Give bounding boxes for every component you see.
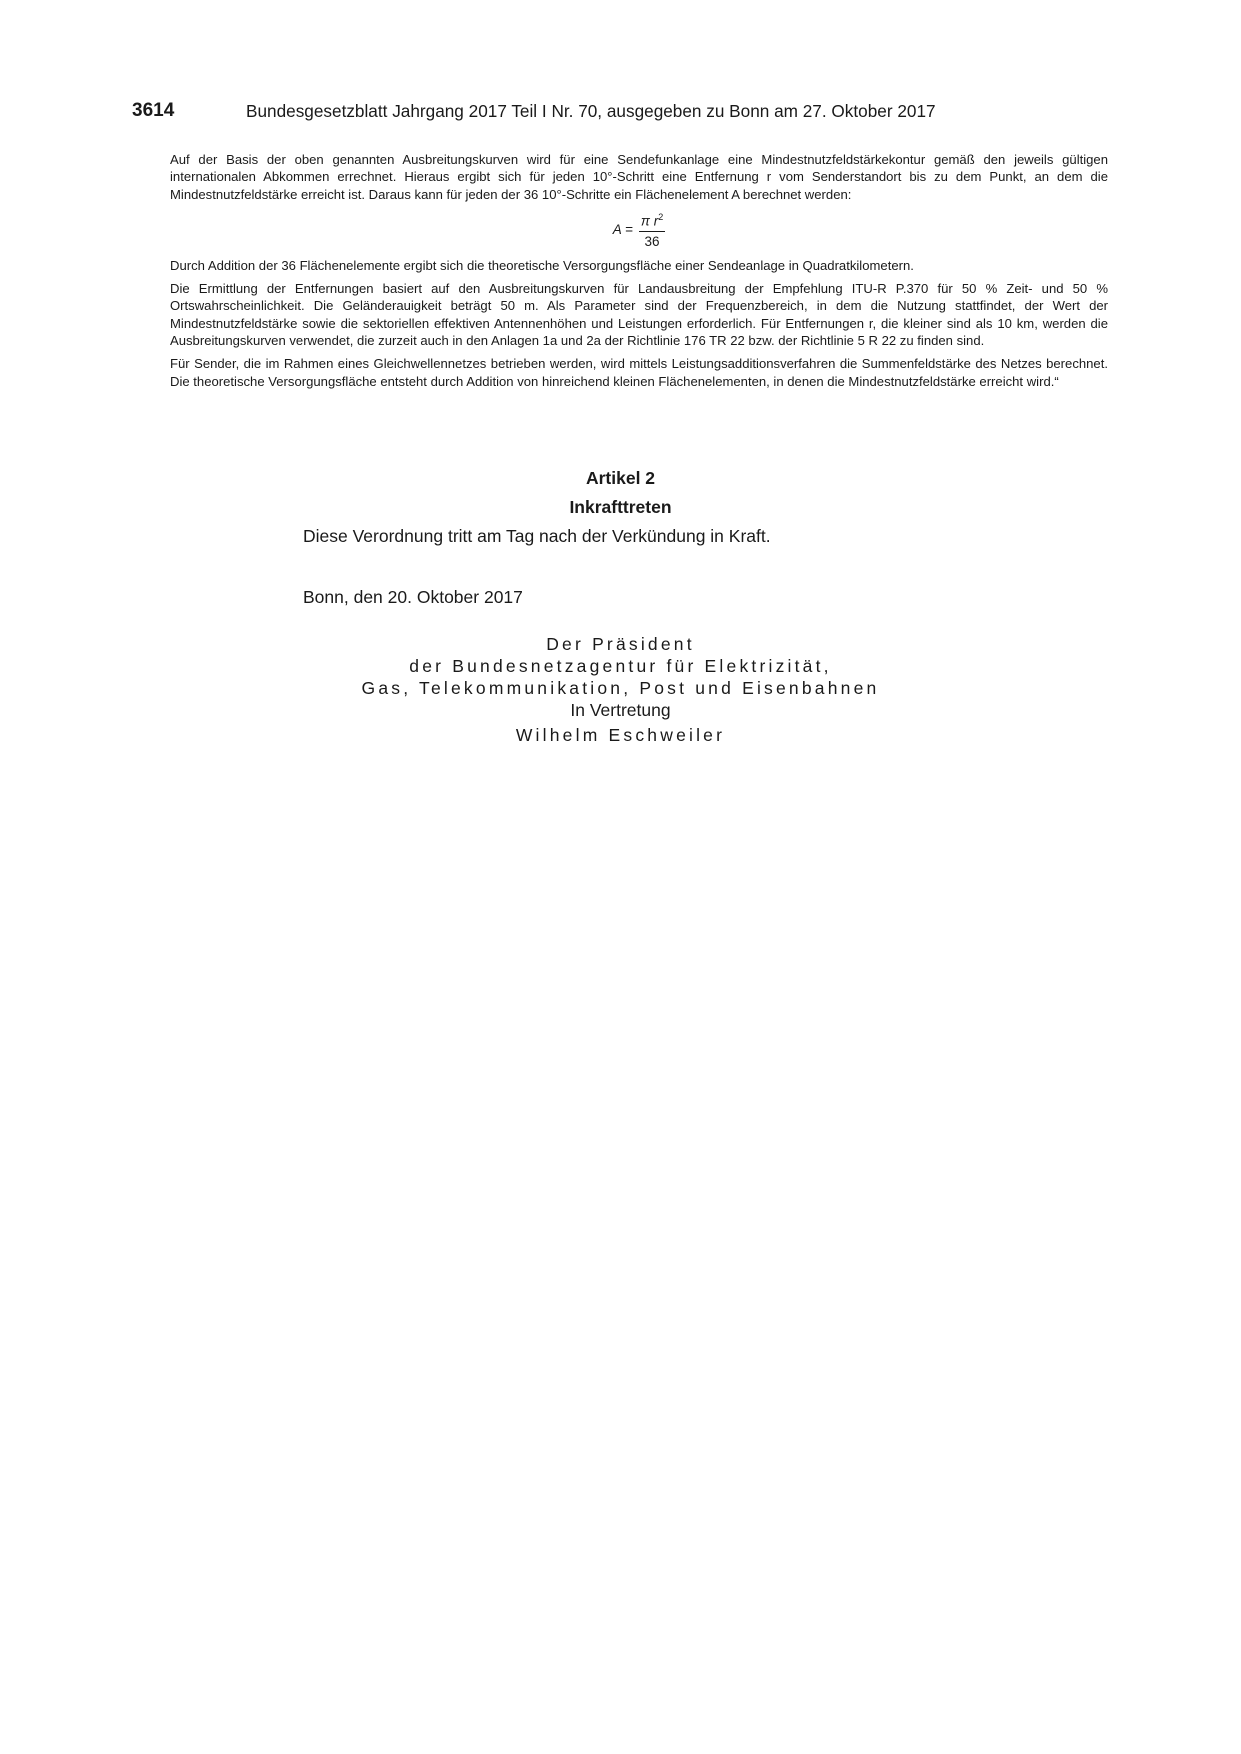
formula-lhs: A = bbox=[612, 221, 633, 237]
signature-deputy-note: In Vertretung bbox=[570, 700, 671, 720]
paragraph-addition: Durch Addition der 36 Flächenelemente ergibt sich die theoretische Versorgungsfläche einer Sendeanlage in Quadratkilometern. bbox=[170, 257, 914, 273]
formula-fraction bbox=[639, 209, 665, 250]
area-formula bbox=[170, 209, 1108, 247]
signature-authority-scope: Gas, Telekommunikation, Post und Eisenbahnen bbox=[361, 678, 880, 698]
signature-title: Der Präsident bbox=[546, 634, 695, 654]
signatory-name: Wilhelm Eschweiler bbox=[515, 725, 726, 745]
paragraph-propagation-curves: Auf der Basis der oben genannten Ausbreitungskurven wird für eine Sendefunkanlage eine Mindestnutzfeldstärkekontur gemäß den jeweils gültigen internationalen Abkommen errechnet. Hieraus ergibt sich für jeden 10°-Schritt eine Entfernung r vom Senderstandort bis zu dem Punkt, an dem die Mindestnutzfeldstärke erreicht ist. Daraus kann für jeden der 36 10°-Schritte ein Flächenelement A berechnet werden: bbox=[170, 152, 1108, 202]
place-date: Bonn, den 20. Oktober 2017 bbox=[303, 587, 523, 607]
paragraph-distance-determination: Die Ermittlung der Entfernungen basiert auf den Ausbreitungskurven für Landausbreitung der Empfehlung ITU-R P.370 für 50 % Zeit- und 50 % Ortswahrscheinlichkeit. Die Geländerauigkeit beträgt 50 m. Als Parameter sind der Frequenzbereich, in dem die Nutzung stattfindet, der Wert der Mindestnutzfeldstärke sowie die sektoriellen effektiven Antennenhöhen und Leistungen erforderlich. Für Entfernungen r, die kleiner sind als 10 km, werden die Ausbreitungskurven verwendet, die zurzeit auch in den Anlagen 1a und 2a der Richtlinie 176 TR 22 bzw. der Richtlinie 5 R 22 zu finden sind. bbox=[170, 281, 1108, 349]
formula-numerator: π $r^2$ bbox=[639, 209, 665, 232]
formula-exponent: 2 bbox=[658, 211, 664, 222]
body-text bbox=[170, 151, 1108, 396]
article-title: Inkrafttreten bbox=[569, 497, 672, 517]
paragraph-single-frequency-network: Für Sender, die im Rahmen eines Gleichwellennetzes betrieben werden, wird mittels Leistungsadditionsverfahren die Summenfeldstärke des Netzes berechnet. Die theoretische Versorgungsfläche entsteht durch Addition von hinreichend kleinen Flächenelementen, in denen die Mindestnutzfeldstärke erreicht wird.“ bbox=[170, 356, 1108, 389]
page-number: 3614 bbox=[132, 100, 175, 121]
signature-authority: der Bundesnetzagentur für Elektrizität, bbox=[409, 656, 832, 676]
article-text: Diese Verordnung tritt am Tag nach der Verkündung in Kraft. bbox=[303, 526, 771, 546]
formula-denominator: 36 bbox=[644, 233, 660, 249]
page-header bbox=[132, 100, 992, 126]
article-number: Artikel 2 bbox=[585, 468, 656, 488]
running-title: Bundesgesetzblatt Jahrgang 2017 Teil I Nr. 70, ausgegeben zu Bonn am 27. Oktober 2017 bbox=[246, 101, 936, 121]
